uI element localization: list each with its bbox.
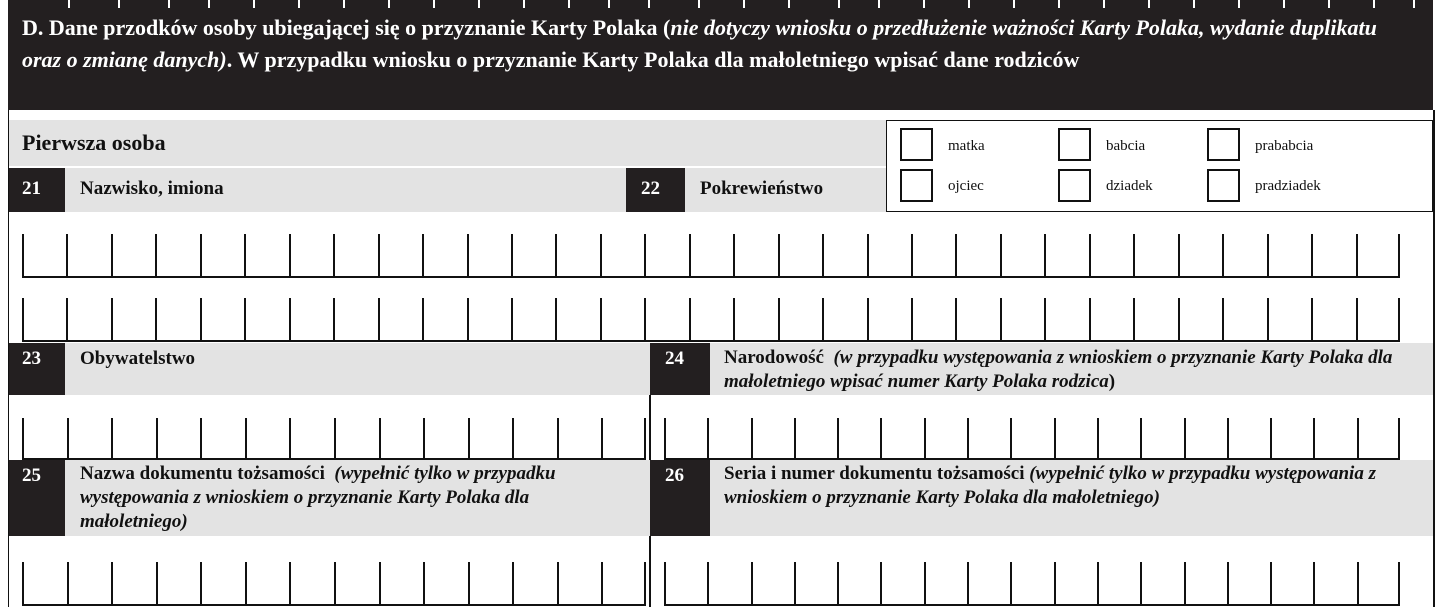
comb-tick: [111, 562, 113, 604]
comb-tick: [751, 562, 753, 604]
comb-tick: [880, 418, 882, 458]
option-label-prababcia: prababcia: [1255, 138, 1314, 154]
field-25-label: Nazwa dokumentu tożsamości: [80, 463, 325, 484]
comb-tick: [1311, 298, 1313, 340]
field-23-label: Obywatelstwo: [65, 343, 650, 395]
comb-tick: [423, 418, 425, 458]
header-tick: [168, 0, 170, 8]
comb-tick: [1311, 234, 1313, 276]
comb-tick: [333, 234, 335, 276]
comb-tick: [22, 418, 24, 458]
header-tick: [788, 0, 790, 8]
comb-tick: [467, 234, 469, 276]
comb-tick: [67, 418, 69, 458]
header-tick: [118, 0, 120, 8]
comb-tick: [334, 562, 336, 604]
comb-tick: [245, 562, 247, 604]
header-tick: [253, 0, 255, 8]
field-24-label: Narodowość: [724, 347, 824, 368]
comb-tick: [924, 418, 926, 458]
comb-tick: [880, 562, 882, 604]
comb-tick: [1178, 298, 1180, 340]
comb-tick: [867, 234, 869, 276]
frame-left: [8, 110, 9, 607]
comb-tick: [1178, 234, 1180, 276]
header-tick: [838, 0, 840, 8]
comb-tick: [794, 418, 796, 458]
comb-tick: [689, 234, 691, 276]
comb-tick: [289, 418, 291, 458]
comb-tick: [664, 562, 666, 604]
comb-tick: [1357, 418, 1359, 458]
comb-tick: [155, 298, 157, 340]
comb-tick: [707, 562, 709, 604]
comb-tick: [22, 298, 24, 340]
header-tick: [343, 0, 345, 8]
comb-tick: [664, 418, 666, 458]
comb-tick: [1089, 298, 1091, 340]
section-title-part-2: . W przypadku wniosku o przyznanie Karty Polaka dla małoletniego wpisać dane rodziców: [226, 47, 1080, 72]
header-tick: [298, 0, 300, 8]
comb-tick: [111, 234, 113, 276]
comb-tick: [1097, 562, 1099, 604]
comb-tick: [967, 418, 969, 458]
name-input-comb-row-2[interactable]: [22, 300, 1400, 342]
comb-tick: [1313, 418, 1315, 458]
comb-tick: [1054, 418, 1056, 458]
checkbox-prababcia[interactable]: [1207, 128, 1240, 161]
comb-tick: [644, 234, 646, 276]
comb-tick: [423, 562, 425, 604]
field-24-number: 24: [650, 343, 710, 395]
comb-tick: [911, 234, 913, 276]
header-tick: [68, 0, 70, 8]
comb-tick: [924, 562, 926, 604]
header-tick: [1103, 0, 1105, 8]
comb-tick: [707, 418, 709, 458]
comb-tick: [67, 562, 69, 604]
header-tick: [1013, 0, 1015, 8]
comb-tick: [1222, 234, 1224, 276]
header-tick: [1328, 0, 1330, 8]
comb-tick: [733, 234, 735, 276]
header-tick: [648, 0, 650, 8]
comb-tick: [378, 298, 380, 340]
header-tick: [523, 0, 525, 8]
comb-tick: [289, 298, 291, 340]
field-25-label-block: [65, 460, 650, 536]
comb-tick: [379, 418, 381, 458]
comb-tick: [1010, 418, 1012, 458]
comb-tick: [511, 298, 513, 340]
previous-comb-ticks: [8, 0, 1433, 8]
header-tick: [1193, 0, 1195, 8]
comb-tick: [1184, 562, 1186, 604]
comb-tick: [955, 298, 957, 340]
comb-tick: [467, 298, 469, 340]
field-24-note: (w przypadku występowania z wnioskiem o przyznanie Karty Polaka dla małoletniego wpisać numer Karty Polaka rodzica: [724, 347, 1393, 392]
comb-tick: [689, 298, 691, 340]
comb-tick: [200, 298, 202, 340]
checkbox-babcia[interactable]: [1058, 128, 1091, 161]
comb-tick: [1270, 562, 1272, 604]
field-26-label: Seria i numer dokumentu tożsamości: [724, 463, 1025, 484]
comb-tick: [1357, 562, 1359, 604]
field-21-label: Nazwisko, imiona: [65, 168, 626, 212]
person-heading: Pierwsza osoba: [22, 130, 166, 155]
option-label-pradziadek: pradziadek: [1255, 178, 1321, 194]
header-tick: [1413, 0, 1415, 8]
header-tick: [878, 0, 880, 8]
comb-tick: [1313, 562, 1315, 604]
comb-tick: [778, 234, 780, 276]
comb-tick: [822, 234, 824, 276]
comb-tick: [200, 562, 202, 604]
comb-tick: [1222, 298, 1224, 340]
comb-tick: [1133, 298, 1135, 340]
comb-tick: [1356, 298, 1358, 340]
nationality-input-comb[interactable]: [664, 420, 1400, 460]
comb-tick: [1184, 418, 1186, 458]
comb-tick: [379, 562, 381, 604]
comb-tick: [557, 562, 559, 604]
header-tick: [208, 0, 210, 8]
comb-tick: [289, 234, 291, 276]
comb-tick: [733, 298, 735, 340]
comb-tick: [156, 562, 158, 604]
header-tick: [478, 0, 480, 8]
comb-tick: [468, 562, 470, 604]
comb-tick: [1398, 298, 1400, 340]
field-24-note-end: ): [1108, 371, 1116, 392]
field-25-number: 25: [8, 460, 65, 536]
comb-tick: [22, 562, 24, 604]
comb-tick: [512, 418, 514, 458]
comb-tick: [422, 298, 424, 340]
document-name-input-comb[interactable]: [22, 564, 646, 606]
column-divider-2: [649, 536, 651, 607]
comb-tick: [1000, 234, 1002, 276]
comb-tick: [1356, 234, 1358, 276]
comb-tick: [600, 298, 602, 340]
comb-tick: [794, 562, 796, 604]
checkbox-dziadek[interactable]: [1058, 169, 1091, 202]
section-header: [8, 0, 1433, 110]
comb-tick: [422, 234, 424, 276]
comb-tick: [200, 418, 202, 458]
field-24-label-block: [710, 343, 1433, 395]
comb-tick: [1054, 562, 1056, 604]
frame-right: [1433, 110, 1435, 607]
comb-tick: [1398, 234, 1400, 276]
header-tick: [1238, 0, 1240, 8]
comb-tick: [557, 418, 559, 458]
option-label-matka: matka: [948, 138, 985, 154]
option-label-babcia: babcia: [1106, 138, 1146, 154]
checkbox-pradziadek[interactable]: [1207, 169, 1240, 202]
field-22-label: Pokrewieństwo: [685, 168, 886, 212]
comb-tick: [601, 418, 603, 458]
comb-tick: [1133, 234, 1135, 276]
comb-tick: [468, 418, 470, 458]
section-title-italic: nie dotyczy wniosku o przedłużenie ważności Karty Polaka, wydanie duplikatu oraz o zmianę danych): [22, 15, 1377, 72]
comb-tick: [156, 418, 158, 458]
comb-tick: [1140, 562, 1142, 604]
comb-tick: [1000, 298, 1002, 340]
header-tick: [1283, 0, 1285, 8]
comb-tick: [66, 234, 68, 276]
header-tick: [388, 0, 390, 8]
comb-tick: [1270, 418, 1272, 458]
comb-tick: [333, 298, 335, 340]
comb-tick: [111, 418, 113, 458]
comb-tick: [512, 562, 514, 604]
comb-tick: [334, 418, 336, 458]
field-26-number: 26: [650, 460, 710, 536]
field-23-number: 23: [8, 343, 65, 395]
section-title-part-1: D. Dane przodków osoby ubiegającej się o przyznanie Karty Polaka (: [22, 15, 671, 40]
comb-tick: [1097, 418, 1099, 458]
comb-tick: [867, 298, 869, 340]
person-heading-bar: [8, 120, 886, 166]
comb-tick: [1267, 234, 1269, 276]
relationship-options-box: [886, 120, 1433, 212]
comb-tick: [555, 234, 557, 276]
comb-tick: [955, 234, 957, 276]
name-input-comb-row-1[interactable]: [22, 236, 1400, 278]
comb-tick: [555, 298, 557, 340]
comb-tick: [1010, 562, 1012, 604]
comb-tick: [1227, 418, 1229, 458]
header-tick: [433, 0, 435, 8]
comb-tick: [22, 234, 24, 276]
comb-tick: [644, 298, 646, 340]
field-22-number: 22: [626, 168, 685, 212]
header-tick: [968, 0, 970, 8]
field-21-number: 21: [8, 168, 65, 212]
comb-tick: [1398, 562, 1400, 604]
option-label-ojciec: ojciec: [948, 178, 984, 194]
comb-tick: [244, 298, 246, 340]
comb-tick: [837, 562, 839, 604]
comb-tick: [1398, 418, 1400, 458]
comb-tick: [511, 234, 513, 276]
field-26-note: (wypełnić tylko w przypadku występowania z wnioskiem o przyznanie Karty Polaka dla małoletniego): [724, 463, 1376, 508]
comb-tick: [967, 562, 969, 604]
comb-tick: [601, 562, 603, 604]
header-tick: [698, 0, 700, 8]
header-tick: [923, 0, 925, 8]
comb-tick: [644, 562, 646, 604]
header-tick: [1058, 0, 1060, 8]
comb-tick: [289, 562, 291, 604]
document-number-input-comb[interactable]: [664, 564, 1400, 606]
comb-tick: [751, 418, 753, 458]
comb-tick: [1044, 298, 1046, 340]
comb-tick: [155, 234, 157, 276]
header-tick: [1373, 0, 1375, 8]
comb-tick: [244, 234, 246, 276]
comb-tick: [644, 418, 646, 458]
header-tick: [743, 0, 745, 8]
comb-tick: [245, 418, 247, 458]
citizenship-input-comb[interactable]: [22, 420, 646, 460]
comb-tick: [822, 298, 824, 340]
field-25-note: (wypełnić tylko w przypadku występowania z wnioskiem o przyznanie Karty Polaka dla małoletniego): [80, 463, 556, 532]
comb-tick: [1089, 234, 1091, 276]
comb-tick: [1227, 562, 1229, 604]
header-tick: [568, 0, 570, 8]
comb-tick: [200, 234, 202, 276]
header-tick: [608, 0, 610, 8]
comb-tick: [600, 234, 602, 276]
option-label-dziadek: dziadek: [1106, 178, 1153, 194]
comb-tick: [66, 298, 68, 340]
comb-tick: [1267, 298, 1269, 340]
comb-tick: [778, 298, 780, 340]
comb-tick: [1044, 234, 1046, 276]
comb-tick: [911, 298, 913, 340]
header-tick: [1148, 0, 1150, 8]
checkbox-ojciec[interactable]: [900, 169, 933, 202]
comb-tick: [837, 418, 839, 458]
checkbox-matka[interactable]: [900, 128, 933, 161]
comb-tick: [111, 298, 113, 340]
comb-tick: [378, 234, 380, 276]
comb-tick: [1140, 418, 1142, 458]
column-divider-1: [649, 395, 651, 465]
field-26-label-block: [710, 460, 1433, 536]
